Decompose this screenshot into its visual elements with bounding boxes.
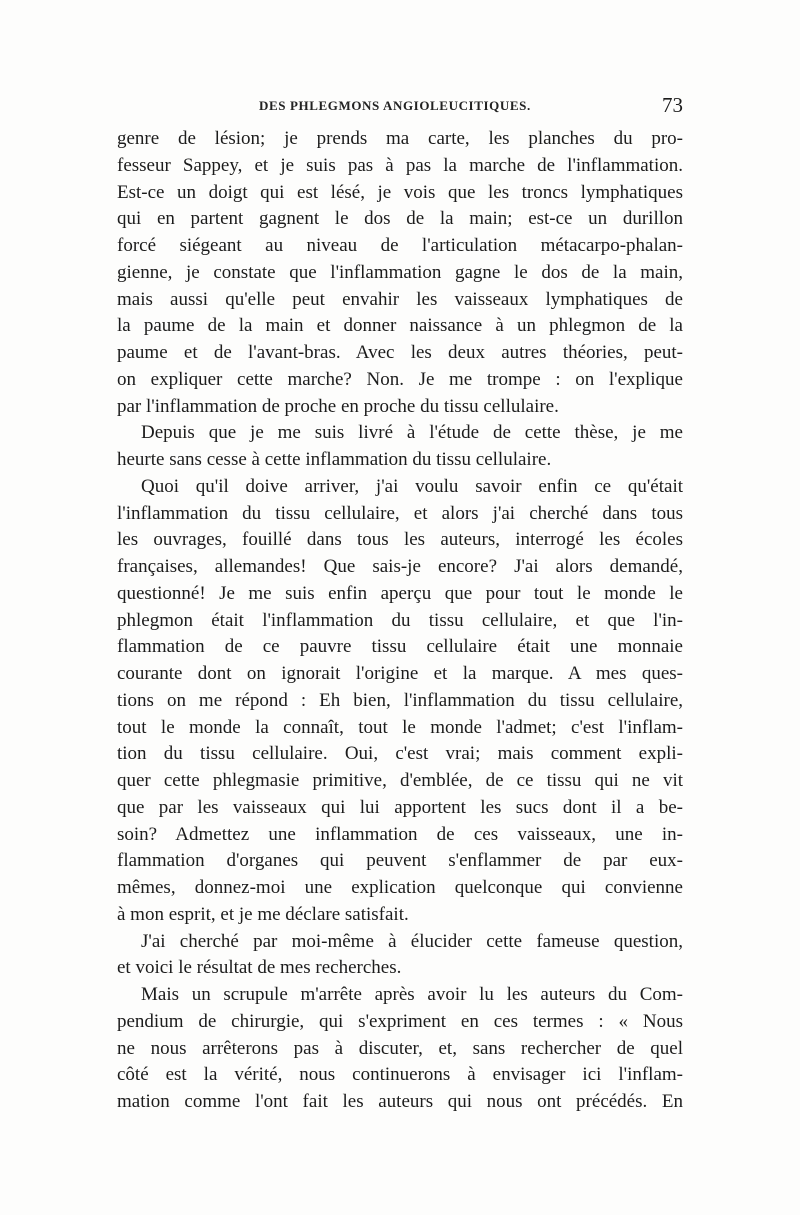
text-line: flammation d'organes qui peuvent s'enflammer de par eux- (117, 850, 683, 872)
text-line: courante dont on ignorait l'origine et la marque. A mes ques- (117, 663, 683, 684)
text-line: l'inflammation du tissu cellulaire, et alors j'ai cherché dans tous (117, 502, 683, 524)
text-line: flammation de ce pauvre tissu cellulaire était une monnaie (117, 636, 683, 658)
text-line: questionné! Je me suis enfin aperçu que pour tout le monde le (117, 582, 683, 604)
text-line: phlegmon était l'inflammation du tissu cellulaire, et que l'in- (117, 609, 683, 631)
text-line: mais aussi qu'elle peut envahir les vaisseaux lymphatiques de (117, 288, 683, 310)
text-line: françaises, allemandes! Que sais-je encore? J'ai alors demandé, (117, 556, 683, 577)
running-head (117, 93, 683, 118)
text-line: mêmes, donnez-moi une explication quelconque qui convienne (117, 877, 683, 898)
text-line: la paume de la main et donner naissance à un phlegmon de la (117, 315, 683, 337)
text-line: à mon esprit, et je me déclare satisfait. (117, 903, 409, 925)
text-line: fesseur Sappey, et je suis pas à pas la marche de l'inflammation. (117, 154, 683, 176)
text-line: heurte sans cesse à cette inflammation du tissu cellulaire. (117, 449, 552, 470)
text-line: côté est la vérité, nous continuerons à envisager ici l'inflam- (117, 1064, 683, 1086)
text-line: gienne, je constate que l'inflammation gagne le dos de la main, (117, 261, 683, 283)
text-line: mation comme l'ont fait les auteurs qui nous ont précédés. En (117, 1091, 683, 1112)
text-line: tions on me répond : Eh bien, l'inflammation du tissu cellulaire, (117, 689, 683, 711)
text-line: pendium de chirurgie, qui s'expriment en ces termes : « Nous (117, 1010, 683, 1032)
page-number: 73 (662, 93, 683, 117)
text-line: paume et de l'avant-bras. Avec les deux autres théories, peut- (117, 342, 683, 363)
text-line: Mais un scrupule m'arrête après avoir lu les auteurs du Com- (141, 984, 683, 1005)
text-line: J'ai cherché par moi-même à élucider cette fameuse question, (141, 930, 683, 952)
text-line: tion du tissu cellulaire. Oui, c'est vrai; mais comment expli- (117, 743, 683, 765)
text-line: Est-ce un doigt qui est lésé, je vois que les troncs lymphatiques (117, 181, 683, 203)
text-line: Depuis que je me suis livré à l'étude de cette thèse, je me (141, 422, 683, 444)
text-line: qui en partent gagnent le dos de la main; est-ce un durillon (117, 208, 683, 230)
text-line: genre de lésion; je prends ma carte, les planches du pro- (117, 128, 683, 149)
body-text (117, 126, 683, 1116)
text-line: tout le monde la connaît, tout le monde l'admet; c'est l'inflam- (117, 716, 683, 738)
text-line: par l'inflammation de proche en proche du tissu cellulaire. (117, 395, 559, 417)
text-line: et voici le résultat de mes recherches. (117, 957, 402, 979)
text-line: que par les vaisseaux qui lui apportent les sucs dont il a be- (117, 796, 683, 818)
running-title: DES PHLEGMONS ANGIOLEUCITIQUES. (259, 98, 531, 113)
text-line: ne nous arrêterons pas à discuter, et, sans rechercher de quel (117, 1037, 683, 1059)
text-line: Quoi qu'il doive arriver, j'ai voulu savoir enfin ce qu'était (141, 475, 683, 497)
text-line: quer cette phlegmasie primitive, d'emblée, de ce tissu qui ne vit (117, 770, 683, 791)
text-line: forcé siégeant au niveau de l'articulation métacarpo-phalan- (117, 235, 683, 256)
text-line: les ouvrages, fouillé dans tous les auteurs, interrogé les écoles (117, 529, 683, 551)
text-line: on expliquer cette marche? Non. Je me trompe : on l'explique (117, 368, 683, 390)
text-line: soin? Admettez une inflammation de ces vaisseaux, une in- (117, 823, 683, 845)
